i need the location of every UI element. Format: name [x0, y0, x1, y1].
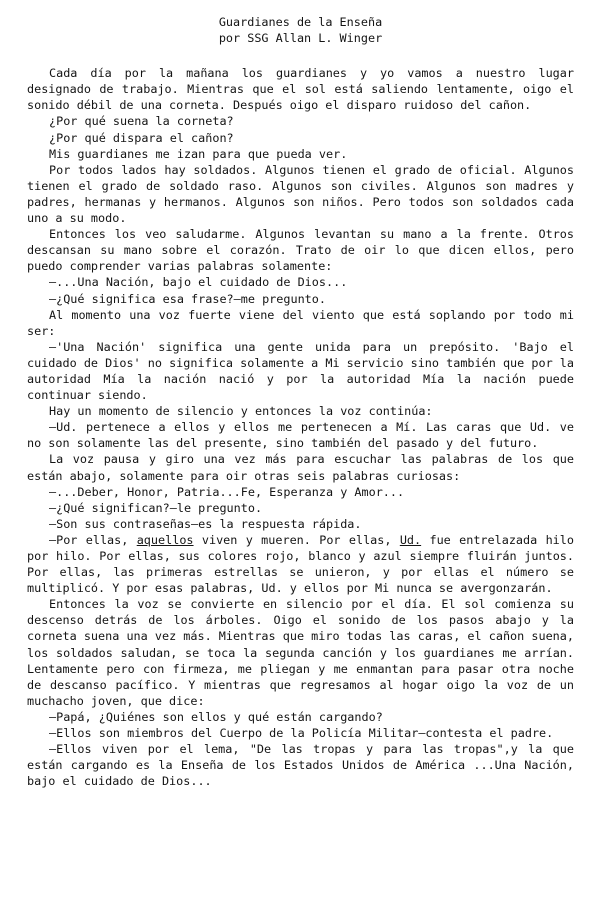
author-byline: por SSG Allan L. Winger — [218, 31, 383, 46]
paragraph: Por todos lados hay soldados. Algunos tienen el grado de oficial. Algunos tienen el grado de soldado raso. Algunos son civiles. Algunos son madres y padres, hermanas y hermanos. Algunos son niños. Pero todos son soldados cada uno a su modo. — [27, 162, 574, 226]
paragraph: —Son sus contraseñas—es la respuesta rápida. — [49, 516, 362, 531]
paragraph: —Papá, ¿Quiénes son ellos y qué están cargando? — [49, 709, 383, 724]
paragraph: Entonces la voz se convierte en silencio por el día. El sol comienza su descenso detrás de los árboles. Oigo el sonido de los pasos abajo y la corneta suena una vez más. Mientras que miro todas las caras, el cañon suena, los soldados saludan, se toca la segunda canción y los guardianes me arrían. Lentamente pero con firmeza, me pliegan y me enmantan para pasar otra noche de descanso pacífico. Y mientras que regresamos al hogar oigo la voz de un muchacho joven, que dice: — [27, 597, 574, 708]
paragraph: —'Una Nación' significa una gente unida para un prepósito. 'Bajo el cuidado de Dios' no significa solamente a Mi servicio sino también que por la autoridad Mía la nación nació y por la autoridad Mía la nación puede continuar siendo. — [27, 339, 574, 403]
underlined-word: Ud. — [399, 532, 422, 547]
paragraph: —¿Qué significa esa frase?—me pregunto. — [49, 291, 326, 306]
paragraph-with-underlines — [27, 532, 574, 596]
paragraph: —Ellos son miembros del Cuerpo de la Policía Militar—contesta el padre. — [49, 726, 554, 741]
paragraph: —Ellos viven por el lema, "De las tropas y para las tropas",y la que están cargando es la Enseña de los Estados Unidos de América ...Una Nación, bajo el cuidado de Dios... — [27, 742, 574, 789]
paragraph: —...Una Nación, bajo el cuidado de Dios... — [49, 275, 348, 290]
paragraph: —Ud. pertenece a ellos y ellos me pertenecen a Mí. Las caras que Ud. ve no son solamente las del presente, sino también del pasado y del futuro. — [27, 420, 574, 451]
paragraph: ¿Por qué dispara el cañon? — [49, 130, 234, 145]
paragraph: Cada día por la mañana los guardianes y yo vamos a nuestro lugar designado de trabajo. Mientras que el sol está saliendo lentamente, oigo el sonido débil de una corneta. Después oigo el disparo ruidoso del cañon. — [27, 66, 574, 113]
paragraph: Entonces los veo saludarme. Algunos levantan su mano a la frente. Otros descansan su mano sobre el corazón. Trato de oir lo que dicen ellos, pero puedo comprender varias palabras solamente: — [27, 227, 574, 274]
document-title: Guardianes de la Enseña — [218, 15, 383, 29]
paragraph: La voz pausa y giro una vez más para escuchar las palabras de los que están abajo, solamente para oir otras seis palabras curiosas: — [27, 452, 574, 483]
text-run: fue entrelazada hilo por hilo. Por ellas, sus colores rojo, blanco y azul siempre fluirán juntos. Por ellas, las primeras estrellas se unieron, y por ellas el número se multiplicó. Y por esas palabras, Ud. y ellos por Mi nunca se avergonzarán. — [27, 532, 574, 596]
underlined-word: aquellos — [136, 532, 194, 547]
paragraph: ¿Por qué suena la corneta? — [49, 114, 234, 129]
paragraph: —¿Qué significan?—le pregunto. — [49, 500, 263, 515]
story-body — [27, 65, 574, 789]
paragraph: —...Deber, Honor, Patria...Fe, Esperanza y Amor... — [49, 484, 405, 499]
paragraph: Mis guardianes me izan para que pueda ver. — [49, 146, 348, 161]
paragraph: Al momento una voz fuerte viene del viento que está soplando por todo mi ser: — [27, 307, 574, 338]
title-block — [27, 14, 574, 46]
text-run: —Por ellas, — [49, 532, 137, 547]
text-run: viven y mueren. Por ellas, — [193, 532, 400, 547]
paragraph: Hay un momento de silencio y entonces la voz continúa: — [49, 404, 433, 419]
